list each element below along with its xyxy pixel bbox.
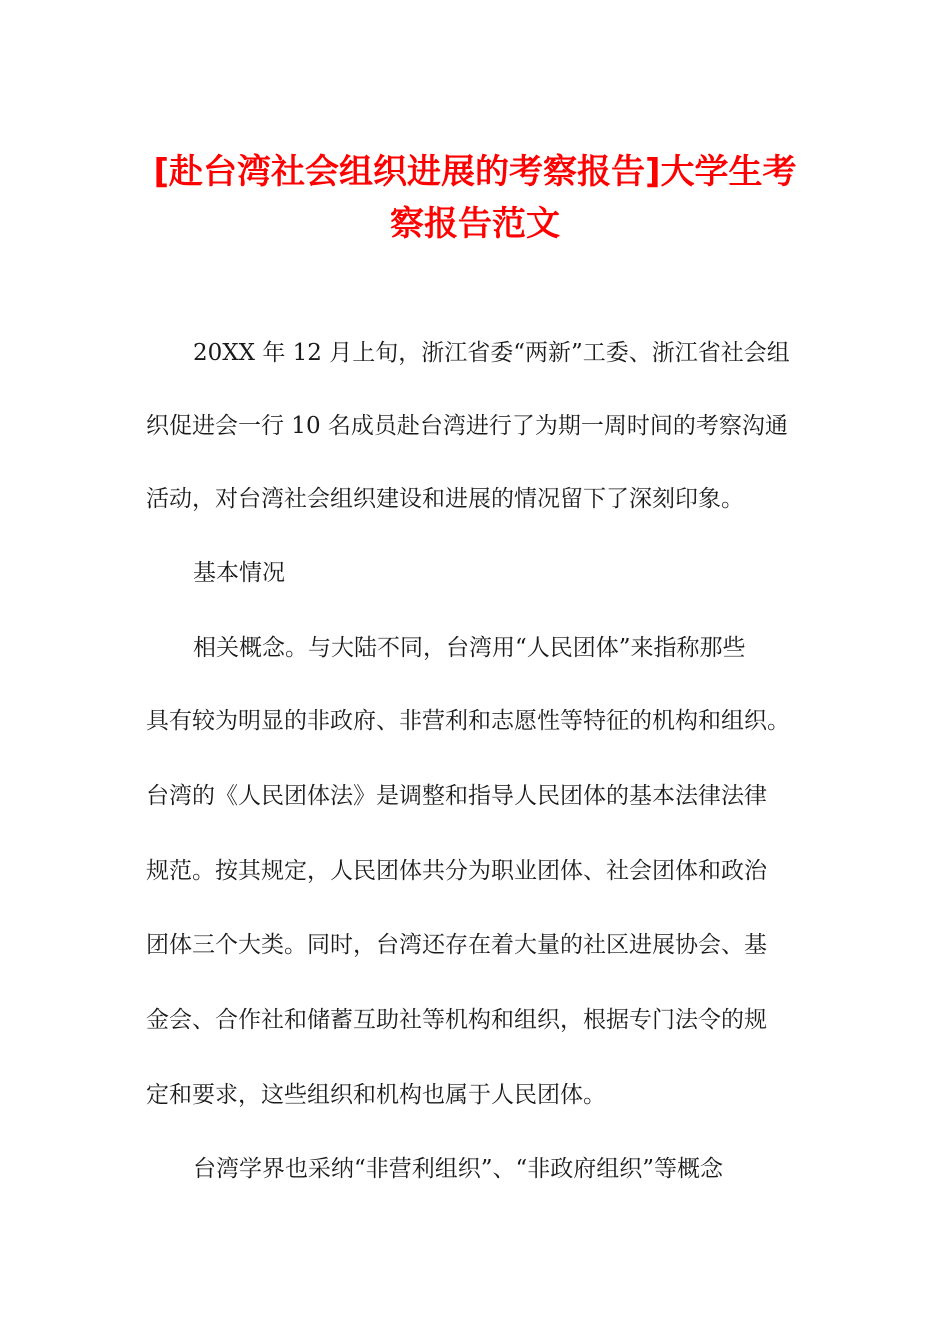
body-line: 活动，对台湾社会组织建设和进展的情况留下了深刻印象。 (146, 486, 744, 512)
body-line: 团体三个大类。同时，台湾还存在着大量的社区进展协会、基 (146, 932, 767, 958)
body-line: 规范。按其规定，人民团体共分为职业团体、社会团体和政治 (146, 858, 767, 884)
body-line: 台湾学界也采纳“非营利组织”、“非政府组织”等概念 (193, 1156, 724, 1182)
title-line-2: 察报告范文 (390, 204, 560, 244)
body-line: 金会、合作社和储蓄互助社等机构和组织，根据专门法令的规 (146, 1007, 767, 1033)
body-line: 织促进会一行 10 名成员赴台湾进行了为期一周时间的考察沟通 (146, 413, 788, 439)
section-heading: 基本情况 (193, 560, 285, 586)
body-line: 具有较为明显的非政府、非营利和志愿性等特征的机构和组织。 (146, 708, 790, 734)
body-line: 定和要求，这些组织和机构也属于人民团体。 (146, 1082, 606, 1108)
document-title (120, 146, 830, 250)
body-line: 20XX 年 12 月上旬，浙江省委“两新”工委、浙江省社会组 (193, 340, 790, 366)
title-line-1: [赴台湾社会组织进展的考察报告]大学生考 (153, 152, 797, 192)
body-line: 相关概念。与大陆不同，台湾用“人民团体”来指称那些 (193, 635, 746, 661)
body-line: 台湾的《人民团体法》是调整和指导人民团体的基本法律法律 (146, 783, 767, 809)
